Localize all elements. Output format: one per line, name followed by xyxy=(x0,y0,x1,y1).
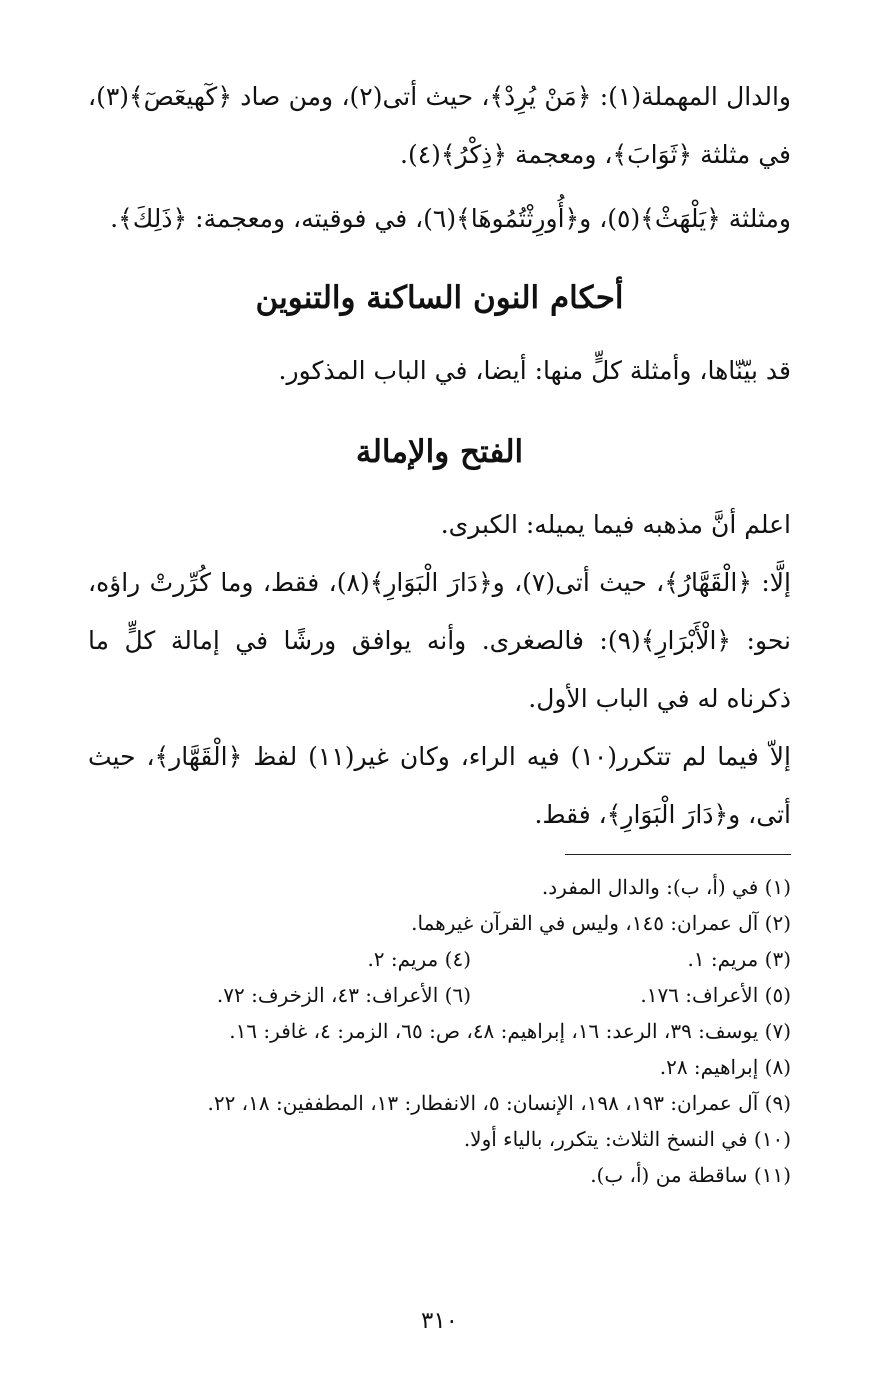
footnote-10: (١٠) في النسخ الثلاث: يتكرر، بالياء أولا. xyxy=(463,1127,791,1151)
footnote-4: (٤) مريم: ٢. xyxy=(367,947,471,971)
footnote-row-3-4 xyxy=(88,941,791,977)
footnote-1: (١) في (أ، ب): والدال المفرد. xyxy=(541,875,791,899)
footnote-6: (٦) الأعراف: ٤٣، الزخرف: ٧٢. xyxy=(216,983,471,1007)
paragraph-imala-intro: اعلم أنَّ مذهبه فيما يميله: الكبرى. xyxy=(440,510,791,539)
footnote-5: (٥) الأعراف: ١٧٦. xyxy=(640,983,791,1007)
footnote-2: (٢) آل عمران: ١٤٥، وليس في القرآن غيرهما. xyxy=(411,911,791,935)
footnotes xyxy=(88,869,791,1193)
footnote-9: (٩) آل عمران: ١٩٣، ١٩٨، الإنسان: ٥، الانفطار: ١٣، المطففين: ١٨، ٢٢. xyxy=(207,1091,791,1115)
footnote-8: (٨) إبراهيم: ٢٨. xyxy=(659,1055,791,1079)
page-number: ٣١٠ xyxy=(420,1308,459,1334)
footnote-7: (٧) يوسف: ٣٩، الرعد: ١٦، إبراهيم: ٤٨، ص: ٦٥، الزمر: ٤، غافر: ١٦. xyxy=(229,1019,791,1043)
footnote-3: (٣) مريم: ١. xyxy=(687,947,791,971)
paragraph-tha: ومثلثة ﴿يَلْهَثْ﴾(٥)، و﴿أُورِثْتُمُوهَا﴾(٦)، في فوقيته، ومعجمة: ﴿ذَلِكَ﴾. xyxy=(110,204,791,233)
paragraph-imala-exceptions: إلَّا: ﴿الْقَهَّارُ﴾، حيث أتى(٧)، و﴿دَارَ الْبَوَارِ﴾(٨)، فقط، وما كُرِّرتْ راؤه، نحو: ﴿الْأَبْرَارِ﴾(٩): فالصغرى. وأنه يوافق ورشًا في إمالة كلٍّ ما ذكرناه له في الباب الأول. xyxy=(88,568,792,713)
section-heading-fath-imala: الفتح والإمالة xyxy=(355,434,524,470)
paragraph-nun-examples: قد بيّنّاها، وأمثلة كلٍّ منها: أيضا، في الباب المذكور. xyxy=(278,356,791,385)
footnote-11: (١١) ساقطة من (أ، ب). xyxy=(590,1163,791,1187)
footnote-separator xyxy=(565,854,791,855)
paragraph-dal: والدال المهملة(١): ﴿مَنْ يُرِدْ﴾، حيث أتى(٢)، ومن صاد ﴿كٓهيعٓصٓ﴾(٣)، في مثلثة ﴿ثَوَابَ﴾، ومعجمة ﴿ذِكْرُ﴾(٤). xyxy=(88,82,791,169)
footnote-row-5-6 xyxy=(88,977,791,1013)
section-heading-nun-sakina: أحكام النون الساكنة والتنوين xyxy=(255,280,624,316)
paragraph-imala-rest: إلاّ فيما لم تتكرر(١٠) فيه الراء، وكان غير(١١) لفظ ﴿الْقَهَّار﴾، حيث أتى، و﴿دَارَ الْبَوَارِ﴾، فقط. xyxy=(88,742,792,829)
